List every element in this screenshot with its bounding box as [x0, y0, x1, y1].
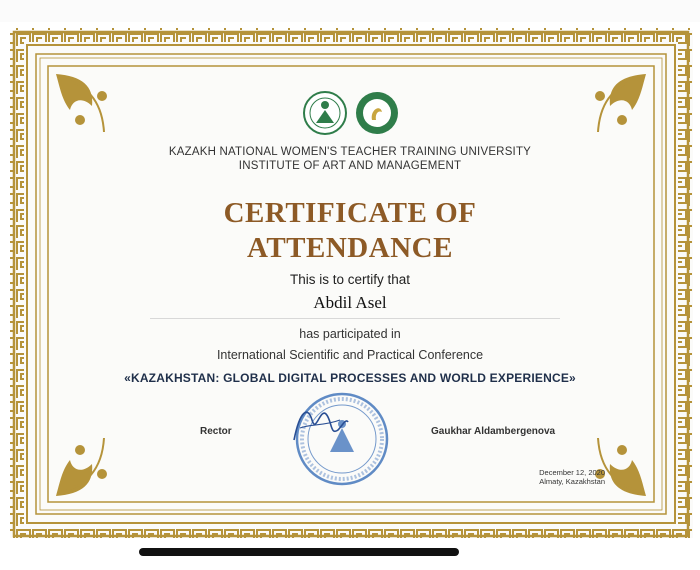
home-indicator[interactable]: [139, 548, 459, 556]
corner-ornament-top-left: [52, 70, 122, 140]
corner-ornament-bottom-left: [52, 430, 122, 500]
issue-date: December 12, 2020: [539, 468, 605, 477]
university-logo: [302, 90, 348, 136]
recipient-name: Abdil Asel: [313, 293, 387, 312]
institute-name: INSTITUTE OF ART AND MANAGEMENT: [238, 160, 462, 172]
rector-label: Rector: [200, 426, 232, 437]
issue-place: Almaty, Kazakhstan: [539, 477, 605, 486]
issue-date-place: [520, 468, 605, 486]
participated-text: has participated in: [299, 327, 401, 341]
certify-text: This is to certify that: [289, 272, 411, 287]
corner-ornament-top-right: [580, 70, 650, 140]
corner-ornament-bottom-right: [580, 430, 650, 500]
institute-logo: [354, 90, 400, 136]
signature: [290, 400, 350, 450]
certificate-title-line1: CERTIFICATE OF: [223, 197, 477, 229]
name-underline: [150, 318, 560, 319]
certificate-title-line2: ATTENDANCE: [247, 232, 453, 264]
conference-name: International Scientific and Practical Conference: [216, 348, 484, 362]
conference-theme: «KAZAKHSTAN: GLOBAL DIGITAL PROCESSES AND WORLD EXPERIENCE»: [124, 371, 576, 385]
university-name: KAZAKH NATIONAL WOMEN'S TEACHER TRAINING UNIVERSITY: [168, 146, 532, 158]
signer-name: Gaukhar Aldambergenova: [431, 426, 556, 437]
